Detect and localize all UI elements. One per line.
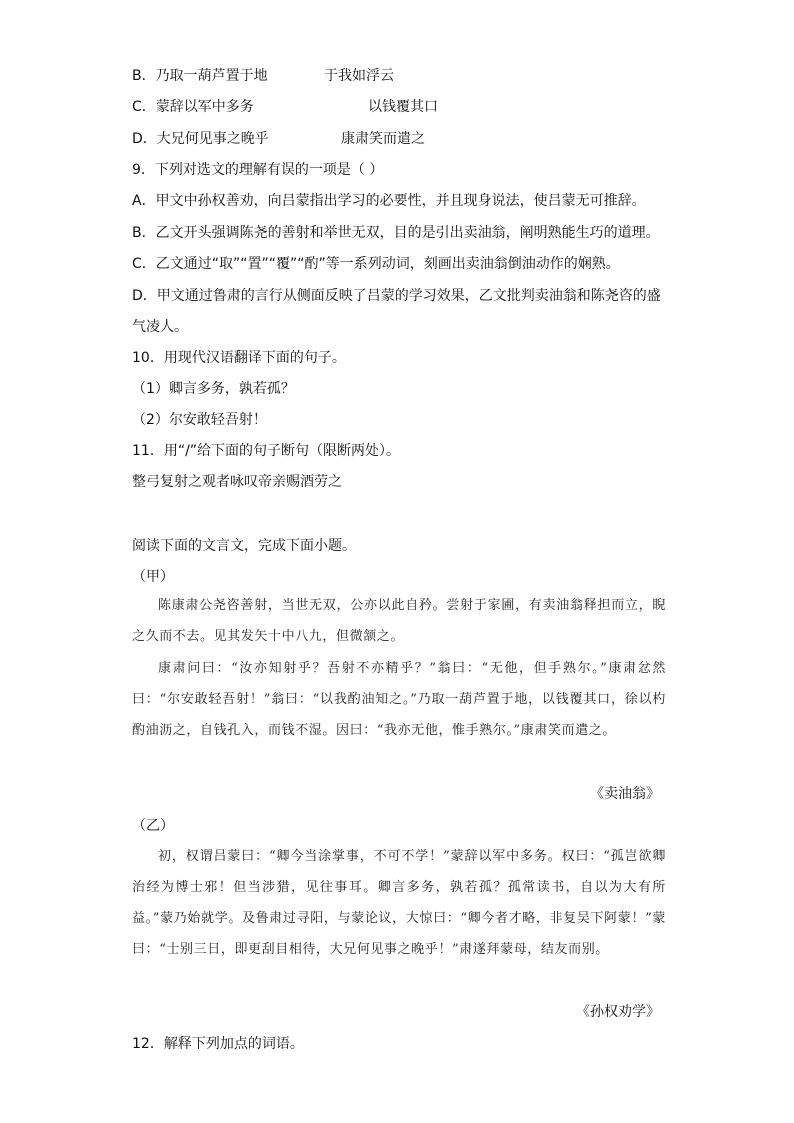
q9-option-d-cont: 气凌人。	[132, 319, 188, 335]
q8-option-b	[132, 67, 394, 85]
q9-option-b: B．乙文开头强调陈尧的善射和举世无双，目的是引出卖油翁，阐明熟能生巧的道理。	[132, 225, 660, 241]
q9-option-d: D．甲文通过鲁肃的言行从侧面反映了吕蒙的学习效果，乙文批判卖油翁和陈尧咨的盛	[132, 288, 661, 304]
q11-stem: 11．用“/”给下面的句子断句（限断两处）。	[132, 443, 401, 459]
q10-sentence-2: （2）尔安敢轻吾射！	[132, 412, 267, 428]
q9-stem: 9．下列对选文的理解有误的一项是（ ）	[132, 162, 384, 178]
passage-jia-source: 《卖油翁》	[590, 786, 660, 802]
q8-option-c-left: C．蒙辞以军中多务	[132, 99, 254, 115]
q10-stem: 10．用现代汉语翻译下面的句子。	[132, 350, 346, 366]
passage-jia-paragraph-2: 康肃问曰：“汝亦知射乎？吾射不亦精乎？”翁曰：“无他，但手熟尔。”康肃忿然曰：“尔安敢轻吾射！”翁曰：“以我酌油知之。”乃取一葫芦置于地，以钱覆其口，徐以杓酌油沥之，自钱孔入，而钱不湿。因曰：“我亦无他，惟手熟尔。”康肃笑而遣之。	[132, 661, 666, 738]
q12-stem: 12．解释下列加点的词语。	[132, 1036, 304, 1052]
q9-option-a: A．甲文中孙权善劝，向吕蒙指出学习的必要性，并且现身说法，使吕蒙无可推辞。	[132, 193, 646, 209]
q8-option-b-right: 于我如浮云	[324, 68, 394, 84]
q8-option-c-right: 以钱覆其口	[368, 99, 438, 115]
q8-option-b-left: B．乃取一葫芦置于地	[132, 68, 268, 84]
reading-intro: 阅读下面的文言文，完成下面小题。	[132, 538, 356, 554]
q10-sentence-1: （1）卿言多务，孰若孤？	[132, 381, 295, 397]
q8-option-d-left: D．大兄何见事之晚乎	[132, 131, 269, 147]
q9-option-c: C．乙文通过“取”“置”“覆”“酌”等一系列动词，刻画出卖油翁倒油动作的娴熟。	[132, 256, 620, 272]
passage-yi-source: 《孙权劝学》	[576, 1004, 660, 1020]
q11-sentence: 整弓复射之观者咏叹帝亲赐酒劳之	[132, 474, 342, 490]
q8-option-c	[132, 98, 438, 116]
passage-jia-paragraph-1: 陈康肃公尧咨善射，当世无双，公亦以此自矜。尝射于家圃，有卖油翁释担而立，睨之久而不去。见其发矢十中八九，但微颔之。	[132, 598, 666, 644]
passage-jia-label: （甲）	[132, 569, 174, 585]
q8-option-d	[132, 130, 425, 148]
q8-option-d-right: 康肃笑而遣之	[341, 131, 425, 147]
passage-yi-paragraph: 初，权谓吕蒙曰：“卿今当涂掌事，不可不学！”蒙辞以军中多务。权曰：“孤岂欲卿治经为博士邪！但当涉猎，见往事耳。卿言多务，孰若孤？孤常读书，自以为大有所益。”蒙乃始就学。及鲁肃过寻阳，与蒙论议，大惊曰：“卿今者才略，非复吴下阿蒙！”蒙曰：“士别三日，即更刮目相待，大兄何见事之晚乎！”肃遂拜蒙母，结友而别。	[132, 849, 666, 957]
passage-yi-label: （乙）	[132, 818, 174, 834]
